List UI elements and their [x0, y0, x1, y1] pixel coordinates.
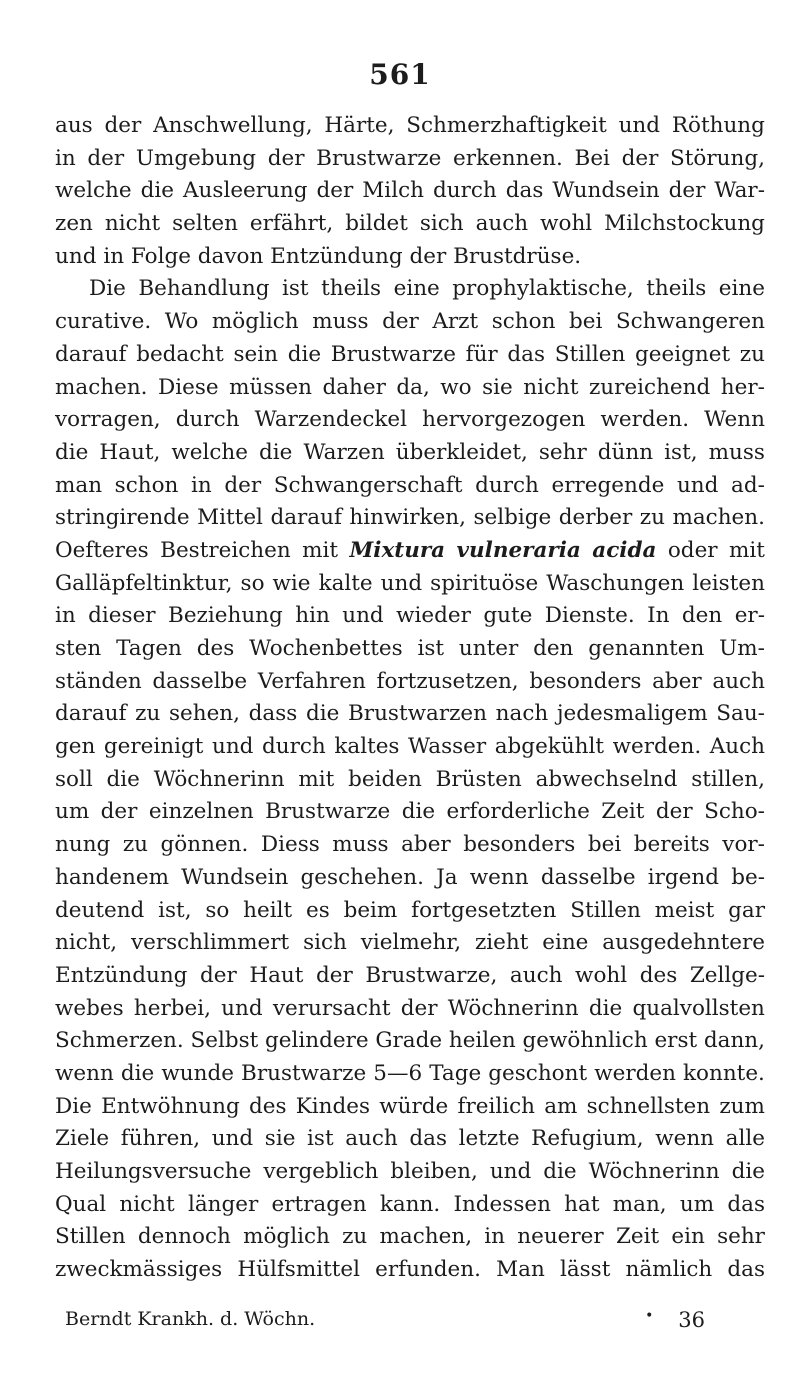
- text-line: welche die Ausleerung der Milch durch das Wundsein der War-: [55, 178, 765, 204]
- text-line: Stillen dennoch möglich zu machen, in neuerer Zeit ein sehr: [55, 1224, 765, 1250]
- text-line: und in Folge davon Entzündung der Brustdrüse.: [55, 243, 582, 269]
- text-line: Die Entwöhnung des Kindes würde freilich am schnellsten zum: [55, 1093, 765, 1119]
- text-line: in der Umgebung der Brustwarze erkennen. Bei der Störung,: [55, 145, 765, 171]
- text-line: zweckmässiges Hülfsmittel erfunden. Man lässt nämlich das: [55, 1257, 765, 1283]
- body-text: [55, 110, 765, 1287]
- text-line: vorragen, durch Warzendeckel hervorgezogen werden. Wenn: [55, 407, 765, 433]
- text-line: Entzündung der Haut der Brustwarze, auch wohl des Zellge-: [55, 962, 765, 988]
- text-line: nung zu gönnen. Diess muss aber besonders bei bereits vor-: [55, 832, 765, 858]
- text-line: zen nicht selten erfährt, bildet sich auch wohl Milchstockung: [55, 211, 765, 237]
- text-line: ständen dasselbe Verfahren fortzusetzen, besonders aber auch: [55, 668, 765, 694]
- text-line: sten Tagen des Wochenbettes ist unter den genannten Um-: [55, 636, 765, 661]
- sheet-number: 36: [678, 1308, 705, 1332]
- text-line: um der einzelnen Brustwarze die erforderliche Zeit der Scho-: [55, 799, 765, 825]
- text-line: curative. Wo möglich muss der Arzt schon bei Schwangeren: [55, 309, 765, 335]
- text-line: in dieser Beziehung hin und wieder gute Dienste. In den er-: [55, 603, 765, 629]
- signature-mark: Berndt Krankh. d. Wöchn.: [65, 1308, 316, 1330]
- text-line: Die Behandlung ist theils eine prophylaktische, theils eine: [89, 276, 765, 302]
- text-line: machen. Diese müssen daher da, wo sie nicht zureichend her-: [55, 374, 765, 400]
- text-line: stringirende Mittel darauf hinwirken, selbige derber zu machen.: [55, 505, 765, 531]
- text-line: man schon in der Schwangerschaft durch erregende und ad-: [55, 472, 765, 498]
- text-line: Qual nicht länger ertragen kann. Indessen hat man, um das: [55, 1191, 765, 1217]
- text-line: Oefteres Bestreichen mit Mixtura vulneraria acida oder mit: [55, 537, 765, 563]
- text-line: deutend ist, so heilt es beim fortgesetzten Stillen meist gar: [55, 897, 765, 923]
- footer-signature: [65, 1308, 705, 1332]
- text-line: die Haut, welche die Warzen überkleidet, sehr dünn ist, muss: [55, 439, 765, 465]
- text-line: Schmerzen. Selbst gelindere Grade heilen gewöhnlich erst dann,: [55, 1028, 765, 1054]
- text-line: wenn die wunde Brustwarze 5—6 Tage geschont werden konnte.: [55, 1060, 765, 1086]
- signature-star: •: [645, 1308, 654, 1324]
- text-line: gen gereinigt und durch kaltes Wasser abgekühlt werden. Auch: [55, 734, 765, 760]
- text-line: webes herbei, und verursacht der Wöchnerinn die qualvollsten: [55, 995, 765, 1021]
- text-line: nicht, verschlimmert sich vielmehr, zieht eine ausgedehntere: [55, 930, 765, 956]
- text-line: soll die Wöchnerinn mit beiden Brüsten abwechselnd stillen,: [55, 766, 765, 792]
- page-number: 561: [369, 58, 431, 91]
- text-line: Galläpfeltinktur, so wie kalte und spirituöse Waschungen leisten: [55, 570, 765, 596]
- text-line: Ziele führen, und sie ist auch das letzte Refugium, wenn alle: [55, 1126, 765, 1152]
- text-line: darauf bedacht sein die Brustwarze für das Stillen geeignet zu: [55, 341, 765, 367]
- text-line: darauf zu sehen, dass die Brustwarzen nach jedesmaligem Sau-: [55, 701, 765, 727]
- text-line: Heilungsversuche vergeblich bleiben, und die Wöchnerinn die: [55, 1159, 765, 1184]
- text-line: aus der Anschwellung, Härte, Schmerzhaftigkeit und Röthung: [55, 113, 765, 138]
- text-line: handenem Wundsein geschehen. Ja wenn dasselbe irgend be-: [55, 864, 765, 890]
